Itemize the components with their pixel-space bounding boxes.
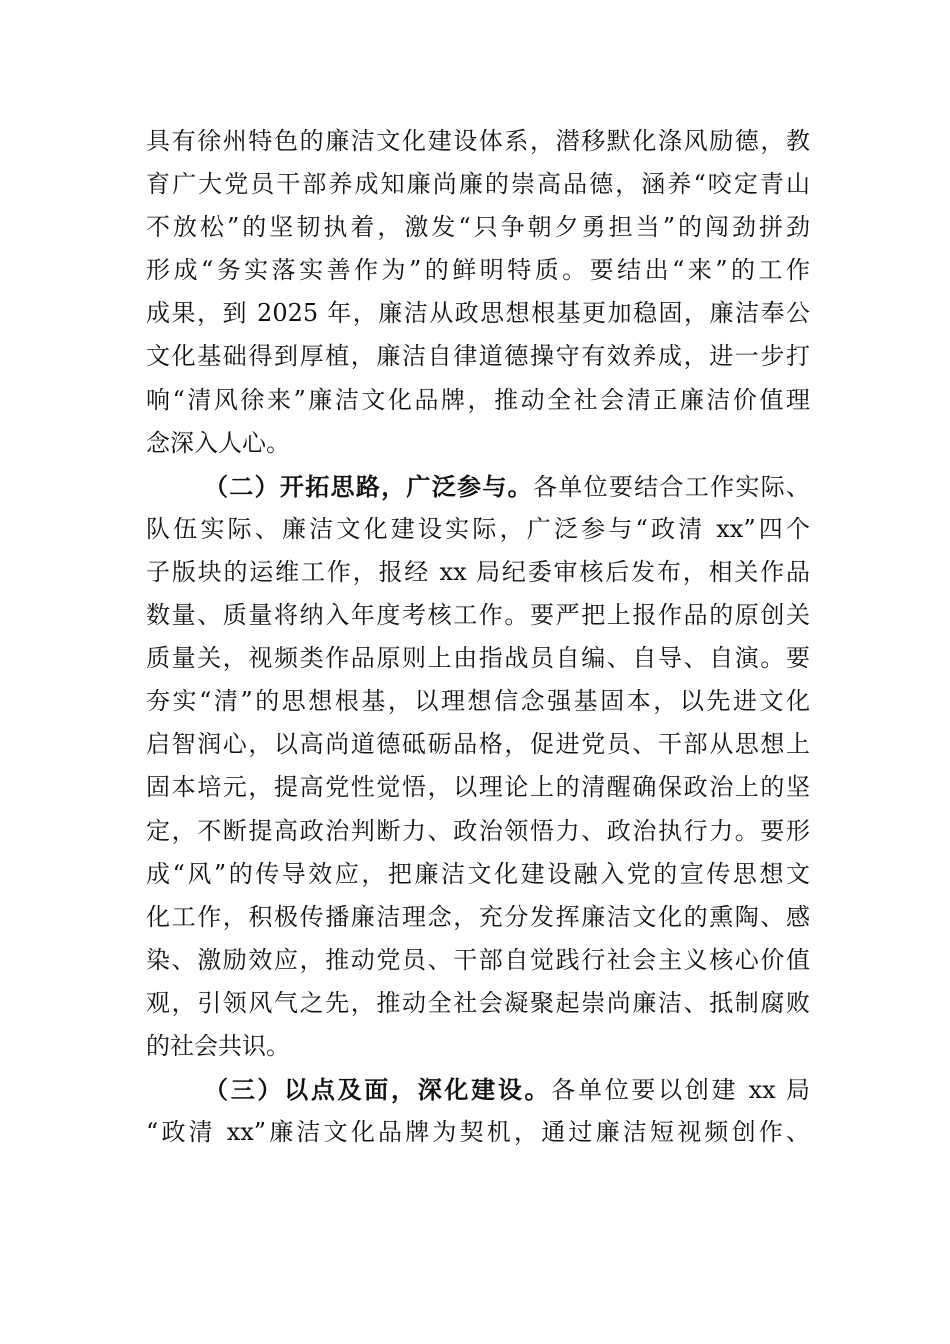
text-line: 子版块的运维工作，报经 xx 局纪委审核后发布，相关作品 xyxy=(146,557,810,586)
text-line: “政清 xx”廉洁文化品牌为契机，通过廉洁短视频创作、 xyxy=(146,1118,810,1147)
text-line: 定，不断提高政治判断力、政治领悟力、政治执行力。要形 xyxy=(146,816,810,845)
text-line: 成果，到 2025 年，廉洁从政思想根基更加稳固，廉洁奉公 xyxy=(146,299,810,328)
section-heading: （二）开拓思路，广泛参与。 xyxy=(204,471,533,501)
text-line: 育广大党员干部养成知廉尚廉的崇高品德，涵养“咬定青山 xyxy=(146,170,810,199)
text-line: 形成“务实落实善作为”的鲜明特质。要结出“来”的工作 xyxy=(146,256,810,285)
text-line: 文化基础得到厚植，廉洁自律道德操守有效养成，进一步打 xyxy=(146,342,810,371)
text-line: 启智润心，以高尚道德砥砺品格，促进党员、干部从思想上 xyxy=(146,730,810,759)
text-line: 数量、质量将纳入年度考核工作。要严把上报作品的原创关 xyxy=(146,601,810,630)
section-heading: （三）以点及面，深化建设。 xyxy=(204,1075,552,1105)
text-line: 化工作，积极传播廉洁理念，充分发挥廉洁文化的熏陶、感 xyxy=(146,902,810,931)
text-run: 各单位要结合工作实际、 xyxy=(532,472,811,501)
text-run: 各单位要以创建 xx 局 xyxy=(551,1076,811,1105)
text-line: 响“清风徐来”廉洁文化品牌，推动全社会清正廉洁价值理 xyxy=(146,385,810,414)
section-first-line xyxy=(146,1068,810,1111)
text-line: 质量关，视频类作品原则上由指战员自编、自导、自演。要 xyxy=(146,644,810,673)
document-body xyxy=(146,120,810,1154)
text-line: 成“风”的传导效应，把廉洁文化建设融入党的宣传思想文 xyxy=(146,859,810,888)
text-line: 染、激励效应，推动党员、干部自觉践行社会主义核心价值 xyxy=(146,945,810,974)
text-line: 队伍实际、廉洁文化建设实际，广泛参与“政清 xx”四个 xyxy=(146,514,810,543)
text-line: 具有徐州特色的廉洁文化建设体系，潜移默化涤风励德，教 xyxy=(146,127,810,155)
text-line: 固本培元，提高党性觉悟，以理论上的清醒确保政治上的坚 xyxy=(146,773,810,802)
text-line: 念深入人心。 xyxy=(146,428,290,457)
text-line: 观，引领风气之先，推动全社会凝聚起崇尚廉洁、抵制腐败 xyxy=(146,988,810,1017)
text-line: 的社会共识。 xyxy=(146,1031,290,1060)
text-line: 夯实“清”的思想根基，以理想信念强基固本，以先进文化 xyxy=(146,687,810,716)
text-line: 不放松”的坚韧执着，激发“只争朝夕勇担当”的闯劲拼劲 xyxy=(146,213,810,242)
section-first-line xyxy=(146,465,810,508)
